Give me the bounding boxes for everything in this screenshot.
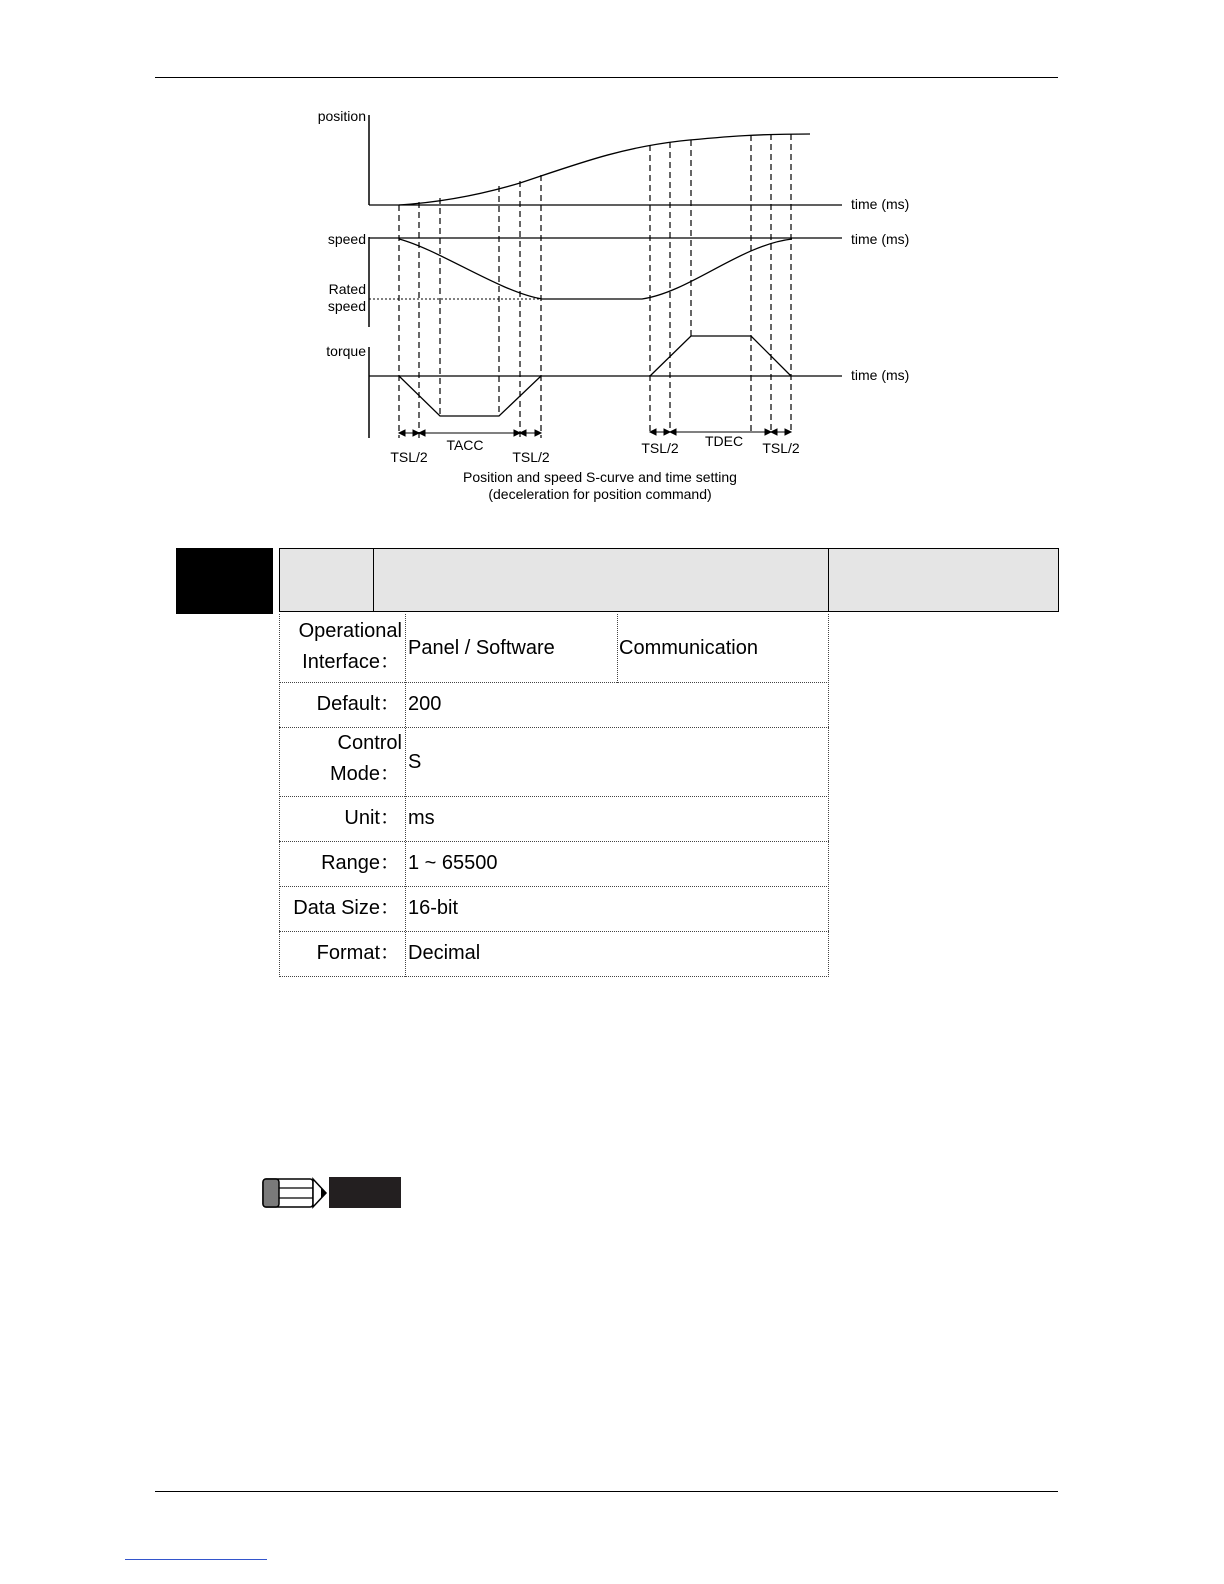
format-value: Decimal: [408, 942, 481, 964]
label-position: position: [317, 108, 366, 124]
data-size-value: 16-bit: [408, 897, 459, 919]
speed-curve: [399, 239, 792, 299]
label-speed: speed: [327, 231, 366, 247]
pencil-note-icon: [262, 1177, 328, 1209]
footer-link-underline[interactable]: [125, 1559, 267, 1560]
row-data-size: [279, 887, 829, 932]
data-size-label: Data Size：: [293, 897, 400, 919]
interval-tsl-2: TSL/2: [512, 449, 550, 465]
control-mode-value: S: [408, 751, 422, 773]
unit-label: Unit：: [344, 807, 400, 829]
parameter-header-cell-3: [828, 548, 1059, 612]
range-value: 1 ~ 65500: [408, 852, 498, 874]
range-label: Range：: [321, 852, 400, 874]
format-label: Format：: [316, 942, 400, 964]
torque-curve-decel: [650, 336, 791, 376]
label-rated-speed-1: Rated: [328, 281, 366, 297]
default-value: 200: [408, 693, 442, 715]
row-control-mode: [279, 728, 829, 797]
caption-line-1: Position and speed S-curve and time setting: [463, 469, 737, 485]
row-range: [279, 842, 829, 887]
interval-tsl-4: TSL/2: [762, 440, 800, 456]
s-curve-diagram: [0, 0, 1224, 520]
row-default: [279, 683, 829, 728]
time-axis-label-position: time (ms): [851, 196, 910, 212]
table-right-border: [828, 614, 829, 977]
bottom-rule: [155, 1491, 1058, 1492]
default-label: Default：: [316, 693, 400, 715]
table-label-divider: [405, 614, 406, 977]
time-axis-label-speed: time (ms): [851, 231, 910, 247]
parameter-code-tab: [176, 548, 273, 614]
table-interface-divider: [617, 614, 618, 683]
table-left-border: [279, 614, 280, 977]
label-rated-speed-2: speed: [327, 298, 366, 314]
row-unit: [279, 797, 829, 842]
unit-value: ms: [408, 807, 435, 829]
row-operational-interface: [279, 614, 829, 683]
control-mode-label: Control Mode：: [329, 732, 402, 785]
operational-interface-label: Operational Interface：: [298, 620, 402, 673]
interval-tdec: TDEC: [704, 433, 744, 449]
caption-line-2: (deceleration for position command): [488, 486, 712, 502]
interval-tsl-1: TSL/2: [390, 449, 428, 465]
label-torque: torque: [326, 343, 366, 359]
interval-tacc: TACC: [446, 437, 484, 453]
parameter-header-cell-2: [373, 548, 829, 612]
note-label-bar: [329, 1177, 401, 1208]
interval-tsl-3: TSL/2: [641, 440, 679, 456]
time-axis-label-torque: time (ms): [851, 367, 910, 383]
parameter-header-cell-1: [279, 548, 374, 612]
row-format: [279, 932, 829, 977]
position-curve: [399, 134, 810, 205]
communication-value: Communication: [619, 637, 758, 659]
panel-software-value: Panel / Software: [408, 637, 555, 659]
